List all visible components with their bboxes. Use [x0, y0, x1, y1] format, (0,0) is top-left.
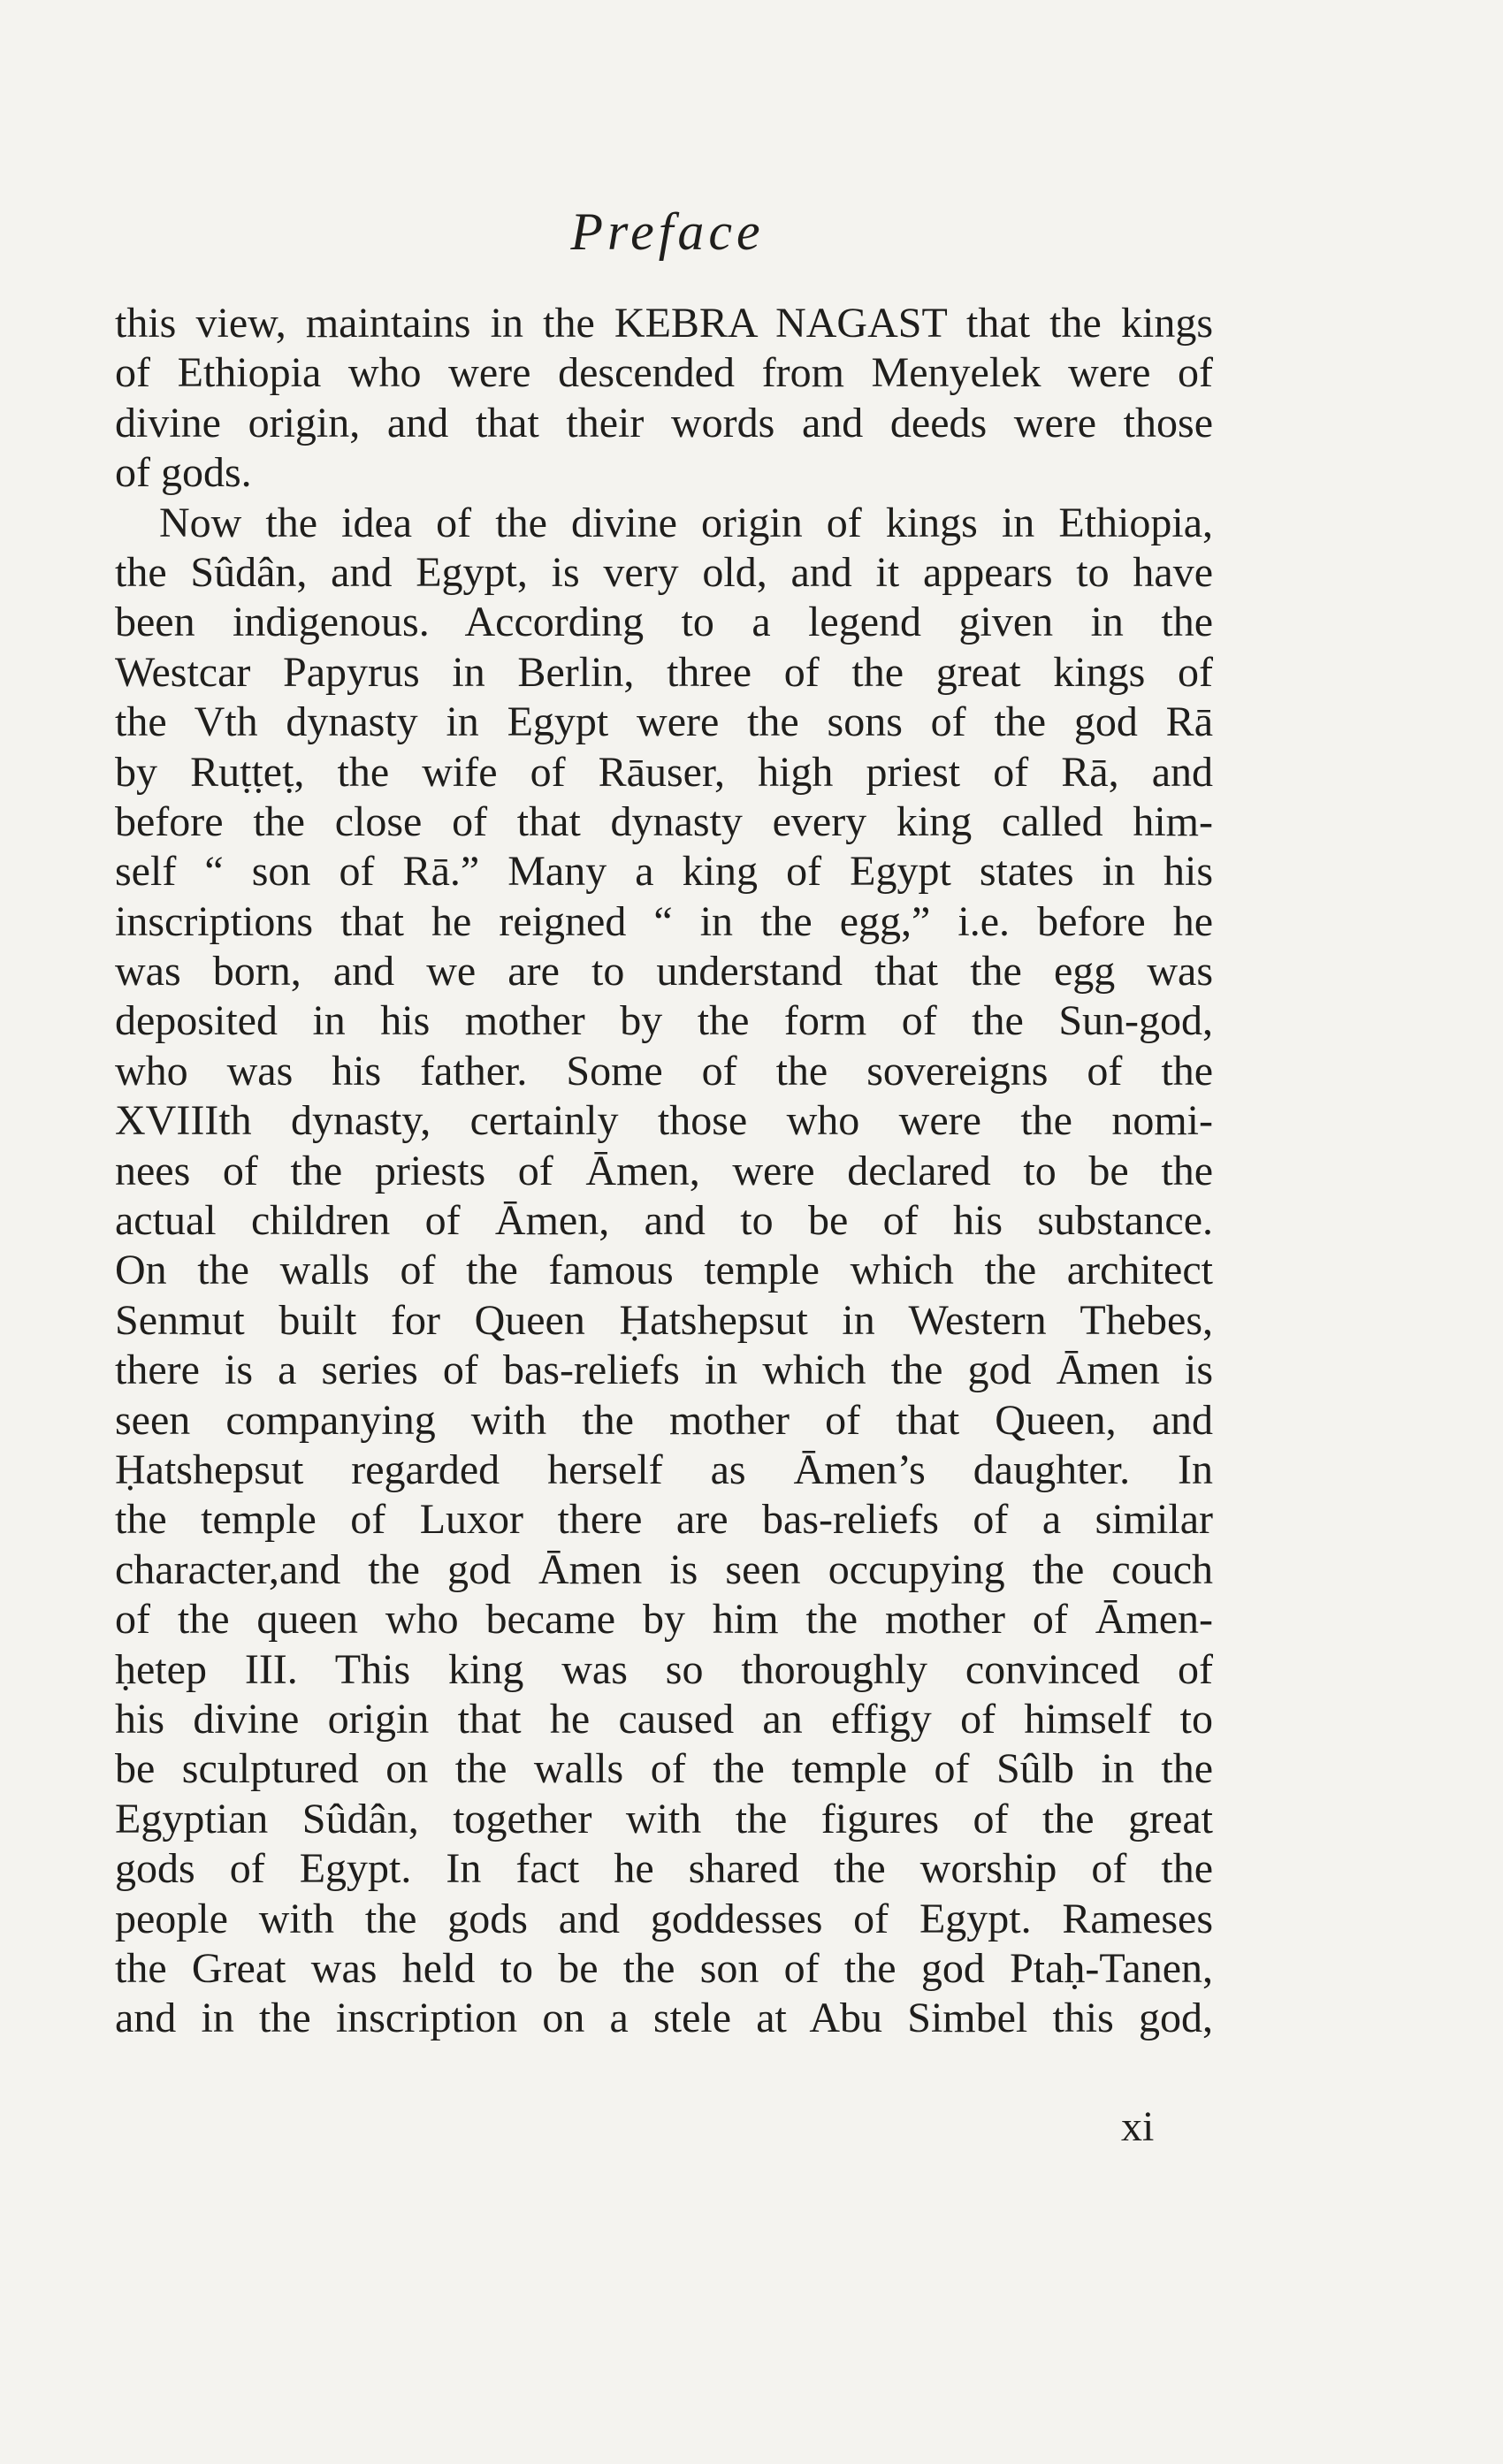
text-line: divine origin, and that their words and deeds were those [115, 399, 1213, 446]
text-line: On the walls of the famous temple which the architect [115, 1247, 1213, 1294]
text-line: seen companying with the mother of that Queen, and [115, 1396, 1213, 1444]
text-line: was born, and we are to understand that the egg was [115, 948, 1213, 996]
running-head: Preface [570, 202, 765, 261]
text-line: Senmut built for Queen Ḥatshepsut in Western Thebes, [115, 1296, 1213, 1344]
text-line: be sculptured on the walls of the temple of Sûlb in the [115, 1745, 1213, 1793]
text-line: who was his father. Some of the sovereigns of the [115, 1047, 1213, 1095]
text-line: inscriptions that he reigned “ in the egg,” i.e. before he [115, 897, 1213, 945]
text-line: by Ruṭṭeṭ, the wife of Rāuser, high priest of Rā, and [115, 748, 1213, 796]
text-line: deposited in his mother by the form of the Sun-god, [115, 997, 1213, 1045]
body-text [115, 299, 1213, 2044]
text-line: XVIIIth dynasty, certainly those who were the nomi- [115, 1097, 1213, 1145]
text-line: of Ethiopia who were descended from Menyelek were of [115, 349, 1213, 397]
text-line: character,and the god Āmen is seen occupying the couch [115, 1545, 1213, 1593]
text-line: his divine origin that he caused an effigy of himself to [115, 1695, 1213, 1743]
text-line: the temple of Luxor there are bas-reliefs of a similar [115, 1496, 1213, 1544]
text-line: there is a series of bas-reliefs in which the god Āmen is [115, 1346, 1213, 1394]
text-line: gods of Egypt. In fact he shared the worship of the [115, 1845, 1213, 1893]
text-line: been indigenous. According to a legend given in the [115, 599, 1213, 646]
text-line: the Sûdân, and Egypt, is very old, and it appears to have [115, 548, 1213, 596]
text-line: Westcar Papyrus in Berlin, three of the great kings of [115, 648, 1213, 696]
text-line: actual children of Āmen, and to be of his substance. [115, 1197, 1213, 1245]
text-line: people with the gods and goddesses of Egypt. Rameses [115, 1895, 1213, 1942]
text-line: before the close of that dynasty every king called him- [115, 797, 1213, 845]
text-line: self “ son of Rā.” Many a king of Egypt states in his [115, 848, 1213, 896]
text-line: nees of the priests of Āmen, were declared to be the [115, 1147, 1213, 1194]
text-line: this view, maintains in the KEBRA NAGAST that the kings [115, 300, 1213, 347]
text-line: and in the inscription on a stele at Abu Simbel this god, [115, 1995, 1213, 2042]
text-line: Ḥatshepsut regarded herself as Āmen’s daughter. In [115, 1446, 1213, 1493]
text-line: Egyptian Sûdân, together with the figures of the great [115, 1795, 1213, 1842]
text-line: the Vth dynasty in Egypt were the sons of the god Rā [115, 698, 1213, 746]
text-line: the Great was held to be the son of the god Ptaḥ-Tanen, [115, 1944, 1213, 1992]
text-line: Now the idea of the divine origin of kings in Ethiopia, [159, 499, 1213, 546]
text-line: ḥetep III. This king was so thoroughly convinced of [115, 1645, 1213, 1693]
text-line: of the queen who became by him the mother of Āmen- [115, 1596, 1213, 1644]
text-line: of gods. [115, 449, 252, 497]
page-number: xi [1121, 2103, 1155, 2150]
